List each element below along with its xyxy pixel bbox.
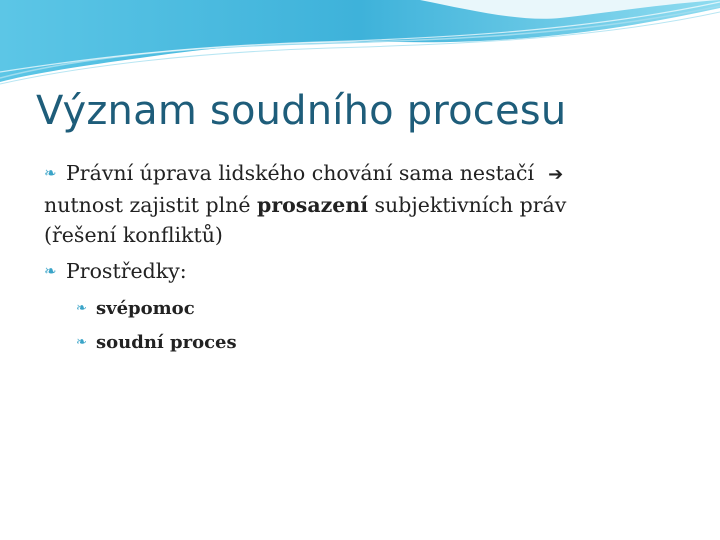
- bullet-label-prostredky: Prostředky:: [66, 259, 187, 283]
- slide-body: [44, 158, 684, 360]
- right-arrow-icon: ➔: [548, 164, 564, 185]
- sub-bullet-svepomoc: [44, 292, 684, 326]
- sub-bullet-label: svépomoc: [96, 298, 195, 319]
- emphasis-prosazeni: prosazení: [257, 193, 369, 217]
- leaf-bullet-icon: ❧: [44, 164, 57, 182]
- leaf-bullet-icon: ❧: [44, 262, 57, 280]
- decorative-wave-header: [0, 0, 720, 90]
- leaf-bullet-icon: ❧: [76, 301, 87, 316]
- bullet-line-2: [44, 190, 684, 220]
- sub-bullet-soudni-proces: [44, 326, 684, 360]
- line2-tail: subjektivních práv: [368, 193, 567, 217]
- bullet-item-pravni-uprava: [44, 158, 684, 250]
- bullet-line-1: Právní úprava lidského chování sama nestačí: [66, 161, 535, 185]
- line2-text: nutnost zajistit plné: [44, 193, 257, 217]
- slide-title: Význam soudního procesu: [36, 88, 567, 134]
- bullet-item-prostredky: [44, 256, 684, 286]
- leaf-bullet-icon: ❧: [76, 335, 87, 350]
- bullet-line-3: (řešení konfliktů): [44, 223, 223, 247]
- sub-bullet-label: soudní proces: [96, 332, 237, 353]
